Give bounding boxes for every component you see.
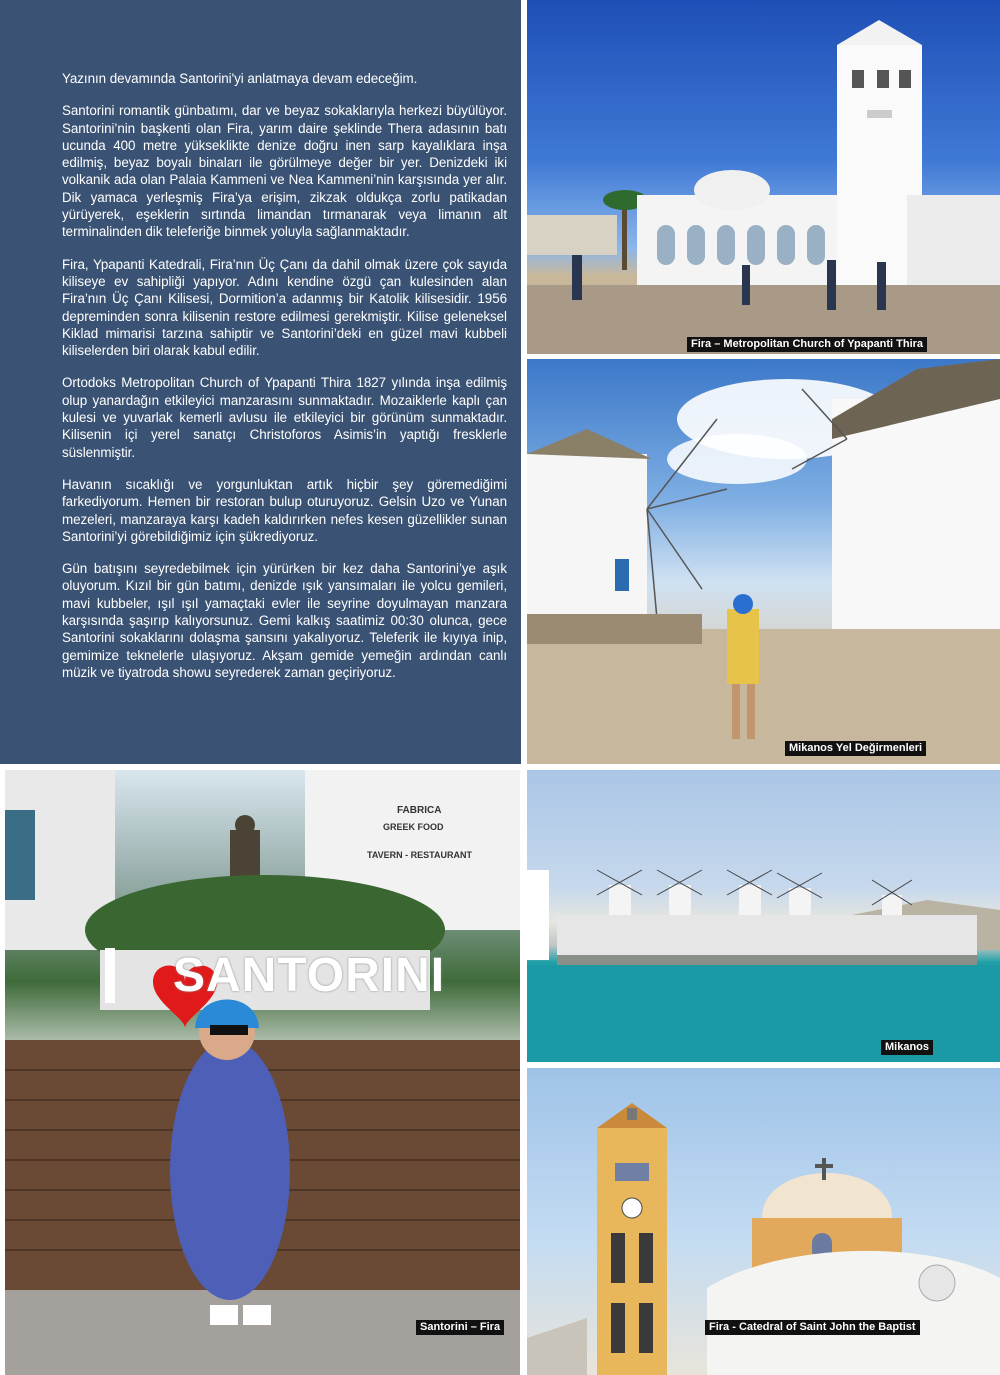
article-paragraph-2: Santorini romantik günbatımı, dar ve beyaz sokaklarıyla herkezi büyülüyor. Santorini’nin başkenti olan Fira, yarım daire şeklinde Thera adasının batı ucunda 400 metre yükseklikte denize doğru inen sarp kayalıklara inşa edilmiş, beyaz boyalı binaları ile görülmeye değer bir yer. Denizdeki iki volkanik ada olan Palaia Kammeni ve Nea Kammeni’nin karşısında yer alır. Dik yamaca yerleşmiş Fira’ya erişim, zikzak oldukça zorlu patikadan yürüyerek, eşeklerin sırtında limandan tırmanarak veya limanın alt terminalinden dik teleferiğe binmek yoluyla sağlanmaktadır. [62,103,507,240]
metropolitan-church-illustration [527,0,1000,354]
photo-saint-john-cathedral [527,1068,1000,1375]
photo-caption-saint-john: Fira - Catedral of Saint John the Baptist [705,1320,920,1335]
santorini-sign-text: SANTORINI [173,949,446,1002]
shop-sign-line2: GREEK FOOD [383,822,444,832]
article-paragraph-1: Yazının devamında Santorini'yi anlatmaya devam edeceğim. [62,71,418,86]
article-text-panel [0,0,521,764]
article-paragraph-3: Fira, Ypapanti Katedrali, Fira’nın Üç Çanı da dahil olmak üzere çok sayıda kiliseye ev sahipliği yapıyor. Adını kendine özgü çan kulesinden alan Fira’nın Üç Çanı Kilisesi, Dormition’a adanmış bir Katolik kilisesidir. 1956 depreminden sonra kilisenin restore edilmesi gerekmiştir. Kilise geleneksel Kiklad mimarisi tarzına sahiptir ve Santorini’deki en güzel mavi kubbeli kiliselerden biri olarak kabul edilir. [62,256,507,359]
article-paragraph-5: Havanın sıcaklığı ve yorgunluktan artık hiçbir şey göremediğimi farkediyorum. Hemen bir restoran bulup oturuyoruz. Gelsin Uzo ve Yunan mezeleri, manzaraya karşı kadeh kaldırırken nefes kesen güzellikler sunan Santorini’yi görebildiğimiz için şükrediyoruz. [62,476,507,544]
photo-mikanos [527,770,1000,1062]
photo-santorini-sign [5,770,520,1375]
mikanos-harbor-illustration [527,770,1000,1062]
article-paragraph-4: Ortodoks Metropolitan Church of Ypapanti Thira 1827 yılında inşa edilmiş olup yanardağın etkileyici manzarasını sunmaktadır. Mozaiklerle kaplı çan kulesi ve yuvarlak kemerli avlusu ile etkileyici bir görünüm sunmaktadır. Kilisenin içi yerel sanatçı Christoforos Asimis’in yaptığı fresklerle süslenmiştir. [62,375,507,460]
photo-caption-metropolitan: Fira – Metropolitan Church of Ypapanti Thira [687,337,927,352]
santorini-sign-i-letter [105,948,115,1003]
photo-metropolitan-church [527,0,1000,354]
article-paragraph-6: Gün batışını seyredebilmek için yürürken bir kez daha Santorini’ye aşık oluyorum. Kızıl bir gün batımı, denizde ışık yansımaları ile yolcu gemileri, mavi kubbeler, ışıl ışıl yamaçtaki evler ile seyrine doyulmayan manzara karşısında şaşırıp kalıyorsunuz. Gemi kalkış saatimiz 00:30 olunca, gece Santorini sokaklarını dolaşma şansını yakalıyoruz. Teleferik ile kıyıya inip, gemimize teknelerle ulaşıyoruz. Akşam gemide yemeğin ardından canlı müzik ve tiyatroda showu seyrederek zaman geçiriyoruz. [62,561,507,680]
photo-mikanos-windmills [527,359,1000,764]
windmills-illustration [527,359,1000,764]
santorini-sign-illustration [5,770,520,1375]
shop-sign-line1: FABRICA [397,805,442,816]
shop-sign-line3: TAVERN - RESTAURANT [367,850,472,860]
photo-caption-santorini: Santorini – Fira [416,1320,504,1335]
photo-caption-windmills: Mikanos Yel Değirmenleri [785,741,926,756]
photo-caption-mikanos: Mikanos [881,1040,933,1055]
